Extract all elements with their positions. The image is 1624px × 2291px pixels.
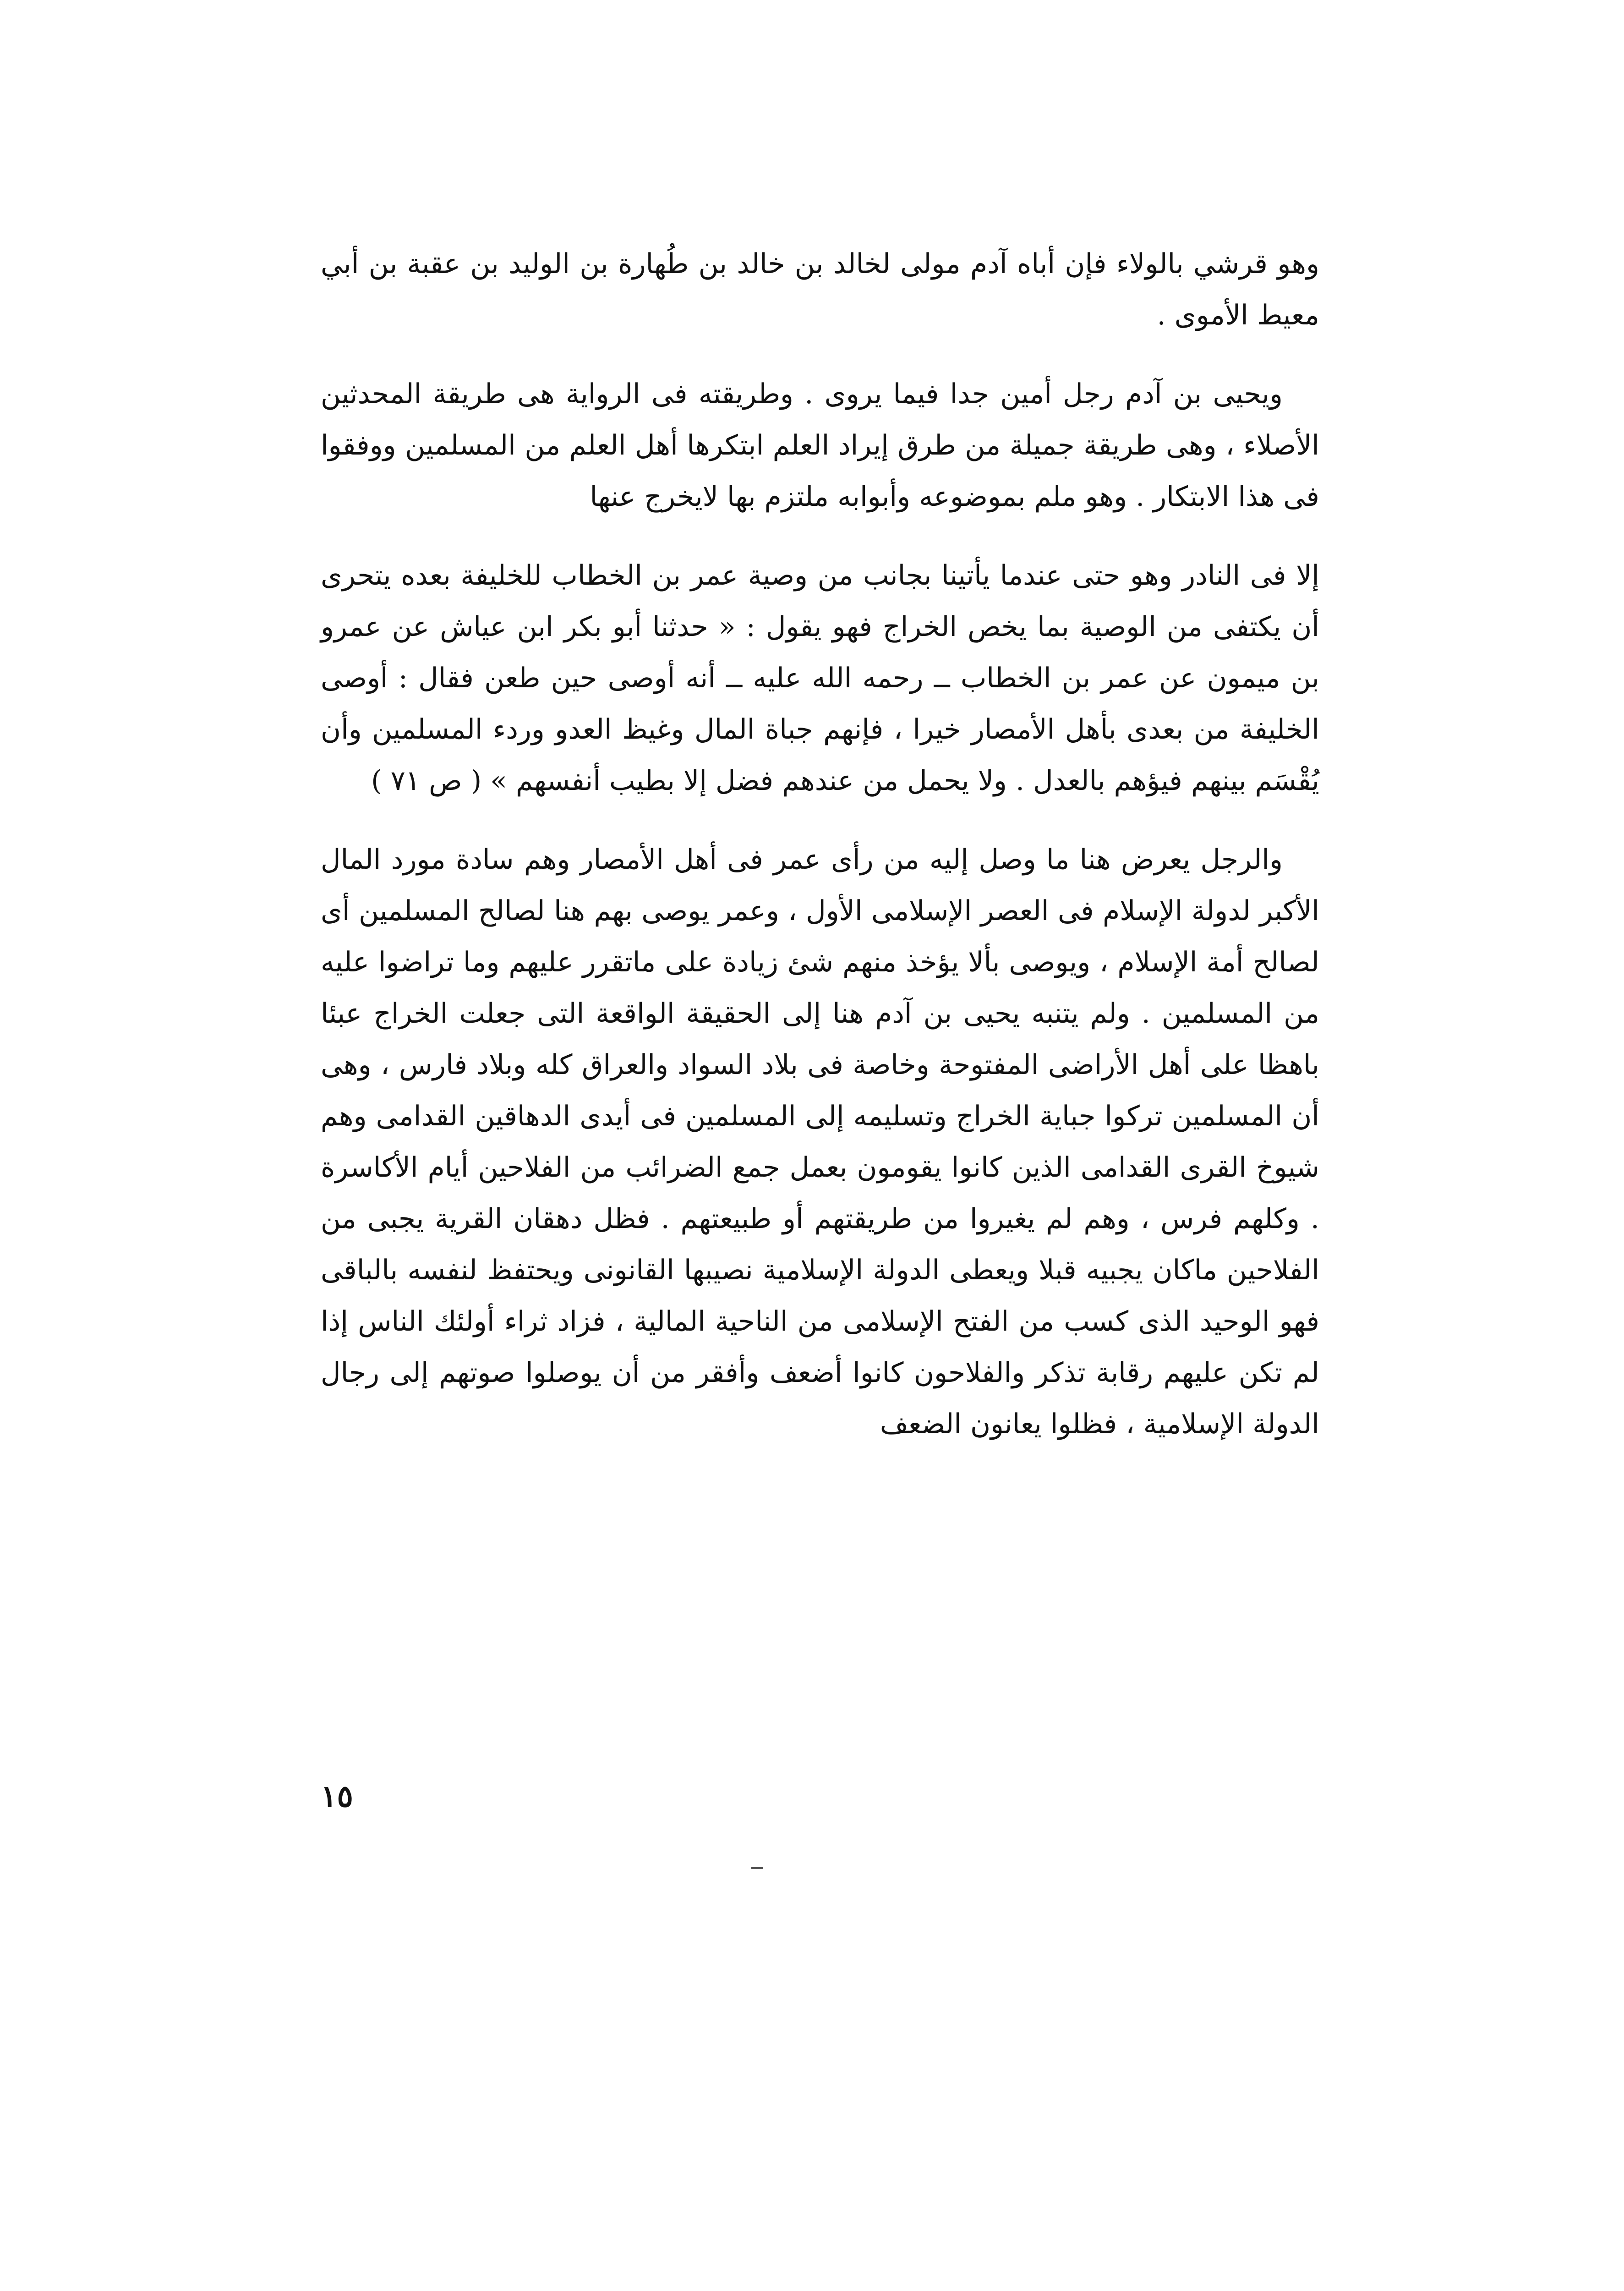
paragraph-1: وهو قرشي بالولاء فإن أباه آدم مولى لخالد بن خالد بن طُهارة بن الوليد بن عقبة بن أبي معيط الأموى . bbox=[321, 248, 1319, 331]
paragraph-4: والرجل يعرض هنا ما وصل إليه من رأى عمر فى أهل الأمصار وهم سادة مورد المال الأكبر لدولة الإسلام فى العصر الإسلامى الأول ، وعمر يوصى بهم هنا لصالح المسلمين أى لصالح أمة الإسلام ، ويوصى بألا يؤخذ منهم شئ زيادة على ماتقرر عليهم وما تراضوا عليه من المسلمين . ولم يتنبه يحيى بن آدم هنا إلى الحقيقة الواقعة التى جعلت الخراج عبئا باهظا على أهل الأراضى المفتوحة وخاصة فى بلاد السواد والعراق كله وبلاد فارس ، وهى أن المسلمين تركوا جباية الخراج وتسليمه إلى المسلمين فى أيدى الدهاقين القدامى وهم شيوخ القرى القدامى الذين كانوا يقومون بعمل جمع الضرائب من الفلاحين أيام الأكاسرة . وكلهم فرس ، وهم لم يغيروا من طريقتهم أو طبيعتهم . فظل دهقان القرية يجبى من الفلاحين ماكان يجبيه قبلا ويعطى الدولة الإسلامية نصيبها القانونى ويحتفظ لنفسه بالباقى فهو الوحيد الذى كسب من الفتح الإسلامى من الناحية المالية ، فزاد ثراء أولئك الناس إذا لم تكن عليهم رقابة تذكر والفلاحون كانوا أضعف وأفقر من أن يوصلوا صوتهم إلى رجال الدولة الإسلامية ، فظلوا يعانون الضعف bbox=[321, 844, 1320, 1440]
paragraph-2: ويحيى بن آدم رجل أمين جدا فيما يروى . وطريقته فى الرواية هى طريقة المحدثين الأصلاء ، وهى طريقة جميلة من طرق إيراد العلم ابتكرها أهل العلم من المسلمين ووفقوا فى هذا الابتكار . وهو ملم بموضوعه وأبوابه ملتزم بها لايخرج عنها bbox=[321, 378, 1319, 513]
paragraph-3: إلا فى النادر وهو حتى عندما يأتينا بجانب من وصية عمر بن الخطاب للخليفة بعده يتحرى أن يكتفى من الوصية بما يخص الخراج فهو يقول : « حدثنا أبو بكر ابن عياش عن عمرو بن ميمون عن عمر بن الخطاب ــ رحمه الله عليه ــ أنه أوصى حين طعن فقال : أوصى الخليفة من بعدى بأهل الأمصار خيرا ، فإنهم جباة المال وغيظ العدو وردء المسلمين وأن يُقْسَم بينهم فيؤهم بالعدل . ولا يحمل من عندهم فضل إلا بطيب أنفسهم » ( ص ٧١ ) bbox=[321, 559, 1320, 797]
page-number: ١٥ bbox=[321, 1778, 353, 1814]
scan-speck bbox=[751, 1867, 763, 1869]
body-text bbox=[321, 238, 1319, 1450]
